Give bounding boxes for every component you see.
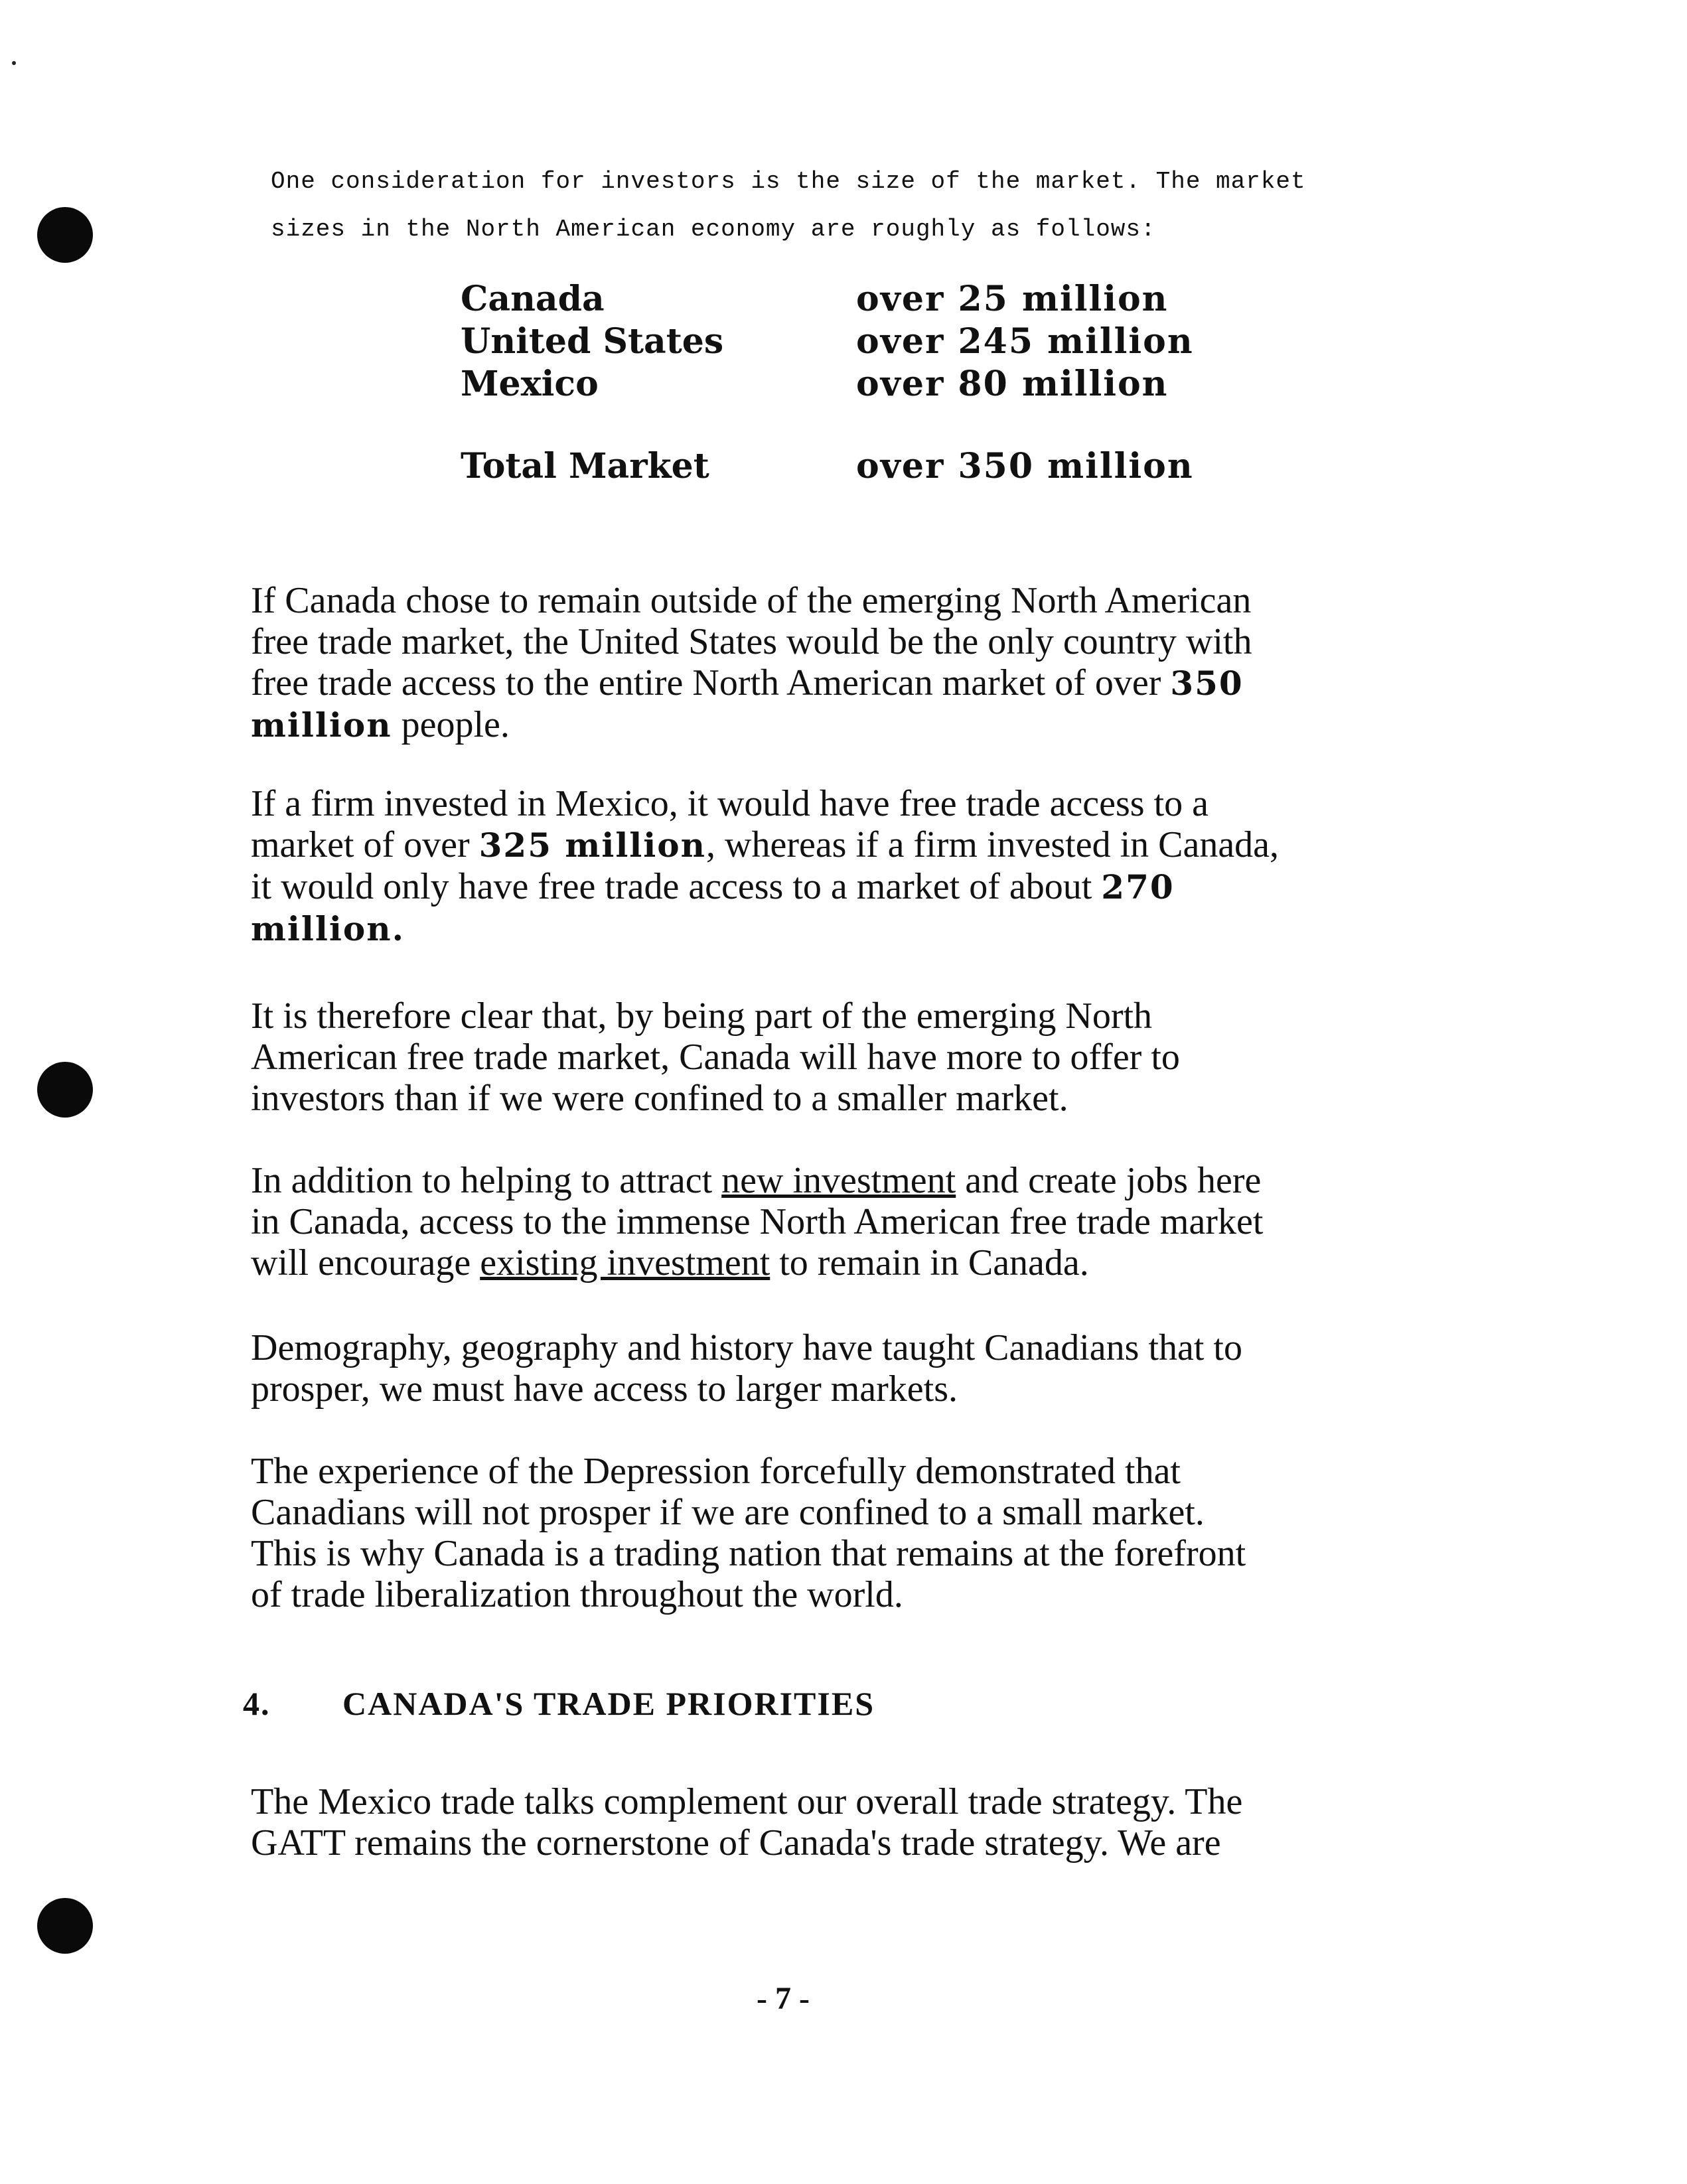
text-line: If a firm invested in Mexico, it would have free trade access to a: [251, 783, 1209, 824]
text-line: American free trade market, Canada will have more to offer to: [251, 1037, 1180, 1078]
text: free trade access to the entire North American market of over: [251, 662, 1171, 703]
binder-hole-bottom: [37, 1898, 93, 1954]
paragraph-offer-investors: [251, 995, 1339, 1119]
text-line: [251, 866, 1339, 908]
text-line: If Canada chose to remain outside of the emerging North American: [251, 580, 1252, 621]
bold-number: 325 million: [478, 826, 707, 865]
paragraph-firm-investment: [251, 783, 1339, 950]
section-number: 4.: [243, 1685, 271, 1722]
text-line: [251, 1160, 1339, 1201]
scan-speck: [12, 61, 16, 65]
bold-number: million.: [251, 909, 405, 948]
section-heading: [243, 1684, 875, 1723]
intro-text: [271, 158, 1465, 254]
text-line: in Canada, access to the immense North American free trade market: [251, 1201, 1264, 1242]
text: it would only have free trade access to a market of about: [251, 866, 1102, 907]
underlined-text: existing investment: [480, 1242, 770, 1283]
text-line: The experience of the Depression forcefully demonstrated that: [251, 1451, 1181, 1492]
text-line: free trade market, the United States would be the only country with: [251, 621, 1252, 662]
binder-hole-top: [37, 207, 93, 263]
text-line: [251, 1242, 1339, 1283]
text-line: [251, 908, 1339, 950]
text: people.: [392, 704, 510, 745]
text-line: [251, 704, 1339, 746]
binder-hole-middle: [37, 1062, 93, 1118]
text-line: investors than if we were confined to a smaller market.: [251, 1078, 1068, 1119]
section-title: CANADA'S TRADE PRIORITIES: [342, 1685, 875, 1722]
text-line: [251, 824, 1339, 866]
intro-line: One consideration for investors is the size of the market. The market: [271, 168, 1306, 195]
paragraph-depression: [251, 1451, 1339, 1615]
text-line: Canadians will not prosper if we are confined to a small market.: [251, 1492, 1205, 1533]
market-size: over 80 million: [856, 364, 1169, 404]
paragraph-demography: [251, 1327, 1339, 1410]
market-country: United States: [461, 321, 724, 362]
total-market-label: Total Market: [461, 446, 709, 486]
market-country: Canada: [461, 279, 605, 319]
text: In addition to helping to attract: [251, 1160, 722, 1201]
text-line: prosper, we must have access to larger markets.: [251, 1368, 958, 1410]
text-line: GATT remains the cornerstone of Canada's trade strategy. We are: [251, 1822, 1221, 1863]
total-market-size: over 350 million: [856, 446, 1194, 486]
text-line: of trade liberalization throughout the world.: [251, 1574, 903, 1615]
market-country: Mexico: [461, 364, 599, 404]
text: to remain in Canada.: [770, 1242, 1089, 1283]
paragraph-outside-market: [251, 580, 1339, 746]
bold-number: million: [251, 705, 392, 745]
text: will encourage: [251, 1242, 480, 1283]
bold-number: 350: [1170, 664, 1244, 703]
paragraph-attract-investment: [251, 1160, 1339, 1283]
text: , whereas if a firm invested in Canada,: [706, 824, 1280, 865]
underlined-text: new investment: [721, 1160, 956, 1201]
page-number: - 7 -: [757, 1981, 810, 2016]
bold-number: 270: [1101, 867, 1175, 907]
text-line: The Mexico trade talks complement our overall trade strategy. The: [251, 1781, 1243, 1822]
paragraph-mexico-talks: [251, 1781, 1339, 1863]
intro-line: sizes in the North American economy are roughly as follows:: [271, 216, 1156, 243]
text: and create jobs here: [956, 1160, 1262, 1201]
market-size: over 25 million: [856, 279, 1169, 319]
text-line: It is therefore clear that, by being part of the emerging North: [251, 995, 1153, 1037]
text-line: [251, 662, 1339, 704]
text: market of over: [251, 824, 479, 865]
text-line: Demography, geography and history have taught Canadians that to: [251, 1327, 1242, 1368]
text-line: This is why Canada is a trading nation that remains at the forefront: [251, 1533, 1246, 1574]
market-size: over 245 million: [856, 321, 1194, 362]
